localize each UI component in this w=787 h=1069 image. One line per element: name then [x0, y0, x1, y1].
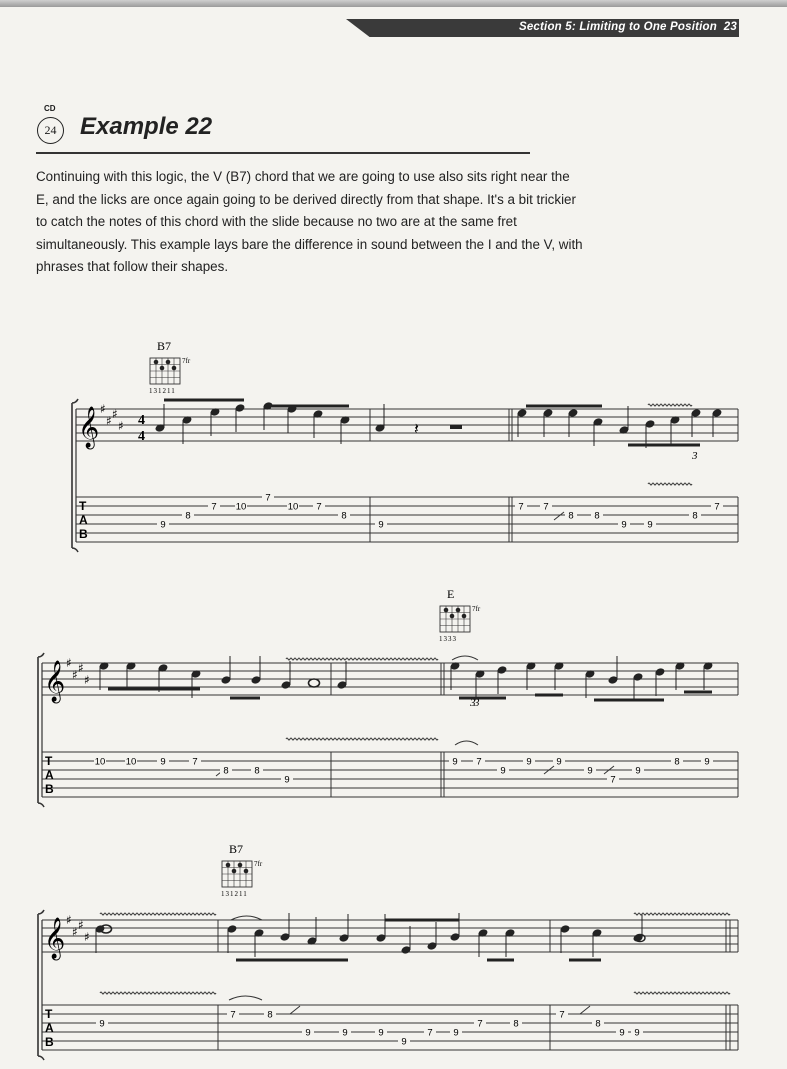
- body-line: simultaneously. This example lays bare the difference in sound between the I and the V, with: [36, 236, 583, 252]
- tab-number: 8: [185, 510, 191, 522]
- slide-mark: [554, 512, 564, 520]
- tab-number: 8: [254, 765, 260, 777]
- tab-number: 9: [556, 756, 562, 768]
- tab-number: 9: [453, 1027, 459, 1039]
- tie-arc: [452, 656, 478, 660]
- sharp-sign: ♯: [66, 913, 72, 927]
- slide-mark: [290, 1006, 300, 1014]
- tab-number: 7: [610, 774, 616, 786]
- vibrato-mark: [286, 738, 438, 740]
- tab-number: 8: [267, 1009, 273, 1021]
- chord-dot: [444, 608, 449, 613]
- tab-clef-letter: B: [45, 1035, 54, 1049]
- vibrato-mark: [100, 913, 216, 915]
- tab-number: 8: [674, 756, 680, 768]
- half-rest: [450, 425, 462, 429]
- treble-clef: 𝄞: [44, 918, 66, 959]
- cd-label: CD: [44, 104, 56, 113]
- body-line: phrases that follow their shapes.: [36, 259, 229, 274]
- tab-number: 9: [647, 519, 653, 531]
- treble-clef: 𝄞: [78, 407, 100, 448]
- tab-number: 7: [543, 501, 549, 513]
- chord-fret-label: 7fr: [254, 860, 263, 868]
- example-title: Example 22: [80, 113, 213, 140]
- sharp-sign: ♯: [78, 918, 84, 932]
- chord-fingering: 1333: [439, 635, 457, 643]
- tab-number: 8: [513, 1018, 519, 1030]
- staves: [38, 399, 738, 1060]
- body-line: to catch the notes of this chord with the slide because no two are at the same fret: [36, 214, 517, 229]
- tab-number: 7: [714, 501, 720, 513]
- chord-dot: [244, 869, 249, 874]
- vibrato-mark: [286, 658, 438, 660]
- chord-dot: [154, 360, 159, 365]
- tab-number: 7: [476, 756, 482, 768]
- tab-number: 9: [305, 1027, 311, 1039]
- tab-number: 7: [559, 1009, 565, 1021]
- chord-dot: [238, 863, 243, 868]
- sharp-sign: ♯: [84, 673, 90, 687]
- sharp-sign: ♯: [118, 419, 124, 433]
- tab-number: 8: [594, 510, 600, 522]
- chord-dot: [462, 614, 467, 619]
- sharp-sign: ♯: [66, 656, 72, 670]
- tab-number: 7: [477, 1018, 483, 1030]
- tab-number: 9: [526, 756, 532, 768]
- tab-number: 9: [587, 765, 593, 777]
- sharp-sign: ♯: [84, 930, 90, 944]
- body-line: Continuing with this logic, the V (B7) chord that we are going to use also sits right near the: [36, 169, 570, 184]
- chord-fingering: 131211: [221, 890, 248, 898]
- tie-arc: [229, 996, 262, 1000]
- tab-clef-letter: A: [45, 1021, 54, 1035]
- tab-number: 7: [230, 1009, 236, 1021]
- chord-dot: [166, 360, 171, 365]
- chord-dot: [450, 614, 455, 619]
- vibrato-mark: [648, 483, 692, 485]
- treble-clef: 𝄞: [44, 661, 66, 702]
- tab-number: 9: [378, 1027, 384, 1039]
- chord-fret-label: 7fr: [472, 605, 481, 613]
- chord-dot: [160, 366, 165, 371]
- tab-number: 9: [160, 756, 166, 768]
- tuplet-number: 3: [470, 697, 476, 709]
- quarter-rest: 𝄽: [414, 419, 419, 438]
- time-signature-bottom: 4: [138, 429, 145, 444]
- chord-fret-label: 7fr: [182, 357, 191, 365]
- chord-dot: [226, 863, 231, 868]
- tab-number: 8: [341, 510, 347, 522]
- sharp-sign: ♯: [106, 414, 112, 428]
- sharp-sign: ♯: [112, 407, 118, 421]
- chord-dot: [456, 608, 461, 613]
- tuplet-number: 3: [474, 697, 480, 709]
- time-signature-top: 4: [138, 413, 145, 428]
- body-line: E, and the licks are once again going to be derived directly from that shape. It's a bit trickier: [36, 191, 576, 207]
- sharp-sign: ♯: [78, 661, 84, 675]
- tab-clef-letter: A: [79, 513, 88, 527]
- tab-number: 9: [621, 519, 627, 531]
- tie-arc: [455, 741, 478, 745]
- tab-number: 9: [378, 519, 384, 531]
- chord-dot: [172, 366, 177, 371]
- chord-name: B7: [157, 339, 172, 353]
- chord-fingering: 131211: [149, 387, 176, 395]
- slide-mark: [580, 1006, 590, 1014]
- chord-name: E: [447, 587, 455, 601]
- tab-clef-letter: A: [45, 768, 54, 782]
- tab-number: 10: [125, 756, 137, 768]
- tab-number: 9: [619, 1027, 625, 1039]
- vibrato-mark: [634, 913, 730, 915]
- page-number: 23: [723, 21, 737, 33]
- tab-number: 8: [223, 765, 229, 777]
- tab-number: 9: [401, 1036, 407, 1048]
- tab-number: 9: [342, 1027, 348, 1039]
- tab-clef-letter: T: [45, 1007, 53, 1021]
- chord-name: B7: [229, 842, 244, 856]
- sharp-sign: ♯: [100, 402, 106, 416]
- tab-number: 10: [287, 501, 299, 513]
- tab-number: 8: [692, 510, 698, 522]
- tab-number: 9: [284, 774, 290, 786]
- whole-note: [309, 679, 320, 687]
- tab-clef-letter: B: [45, 782, 54, 796]
- tab-clef-letter: T: [45, 754, 53, 768]
- tab-number: 7: [211, 501, 217, 513]
- tab-number: 7: [427, 1027, 433, 1039]
- tab-number: 7: [192, 756, 198, 768]
- tuplet-number: 3: [692, 450, 698, 462]
- chord-dot: [232, 869, 237, 874]
- tab-number: 9: [500, 765, 506, 777]
- vibrato-mark: [634, 992, 730, 994]
- vibrato-mark: [648, 404, 692, 406]
- cd-track-number: 24: [44, 123, 57, 137]
- tab-clef-letter: T: [79, 499, 87, 513]
- tab-number: 9: [704, 756, 710, 768]
- tab-number: 9: [634, 1027, 640, 1039]
- tab-number: 10: [235, 501, 247, 513]
- section-title: Section 5: Limiting to One Position: [518, 21, 717, 33]
- tab-number: 9: [635, 765, 641, 777]
- tab-number: 8: [568, 510, 574, 522]
- tab-number: 7: [518, 501, 524, 513]
- chord-diagrams: [149, 339, 481, 898]
- tab-number: 9: [99, 1018, 105, 1030]
- vibrato-mark: [100, 992, 216, 994]
- tab-number: 7: [265, 492, 271, 504]
- tab-clef-letter: B: [79, 527, 88, 541]
- sharp-sign: ♯: [72, 925, 78, 939]
- tie-arc: [231, 916, 262, 920]
- tab-number: 7: [316, 501, 322, 513]
- sharp-sign: ♯: [72, 668, 78, 682]
- tab-number: 9: [452, 756, 458, 768]
- tab-number: 8: [595, 1018, 601, 1030]
- tab-number: 9: [160, 519, 166, 531]
- tab-number: 10: [94, 756, 106, 768]
